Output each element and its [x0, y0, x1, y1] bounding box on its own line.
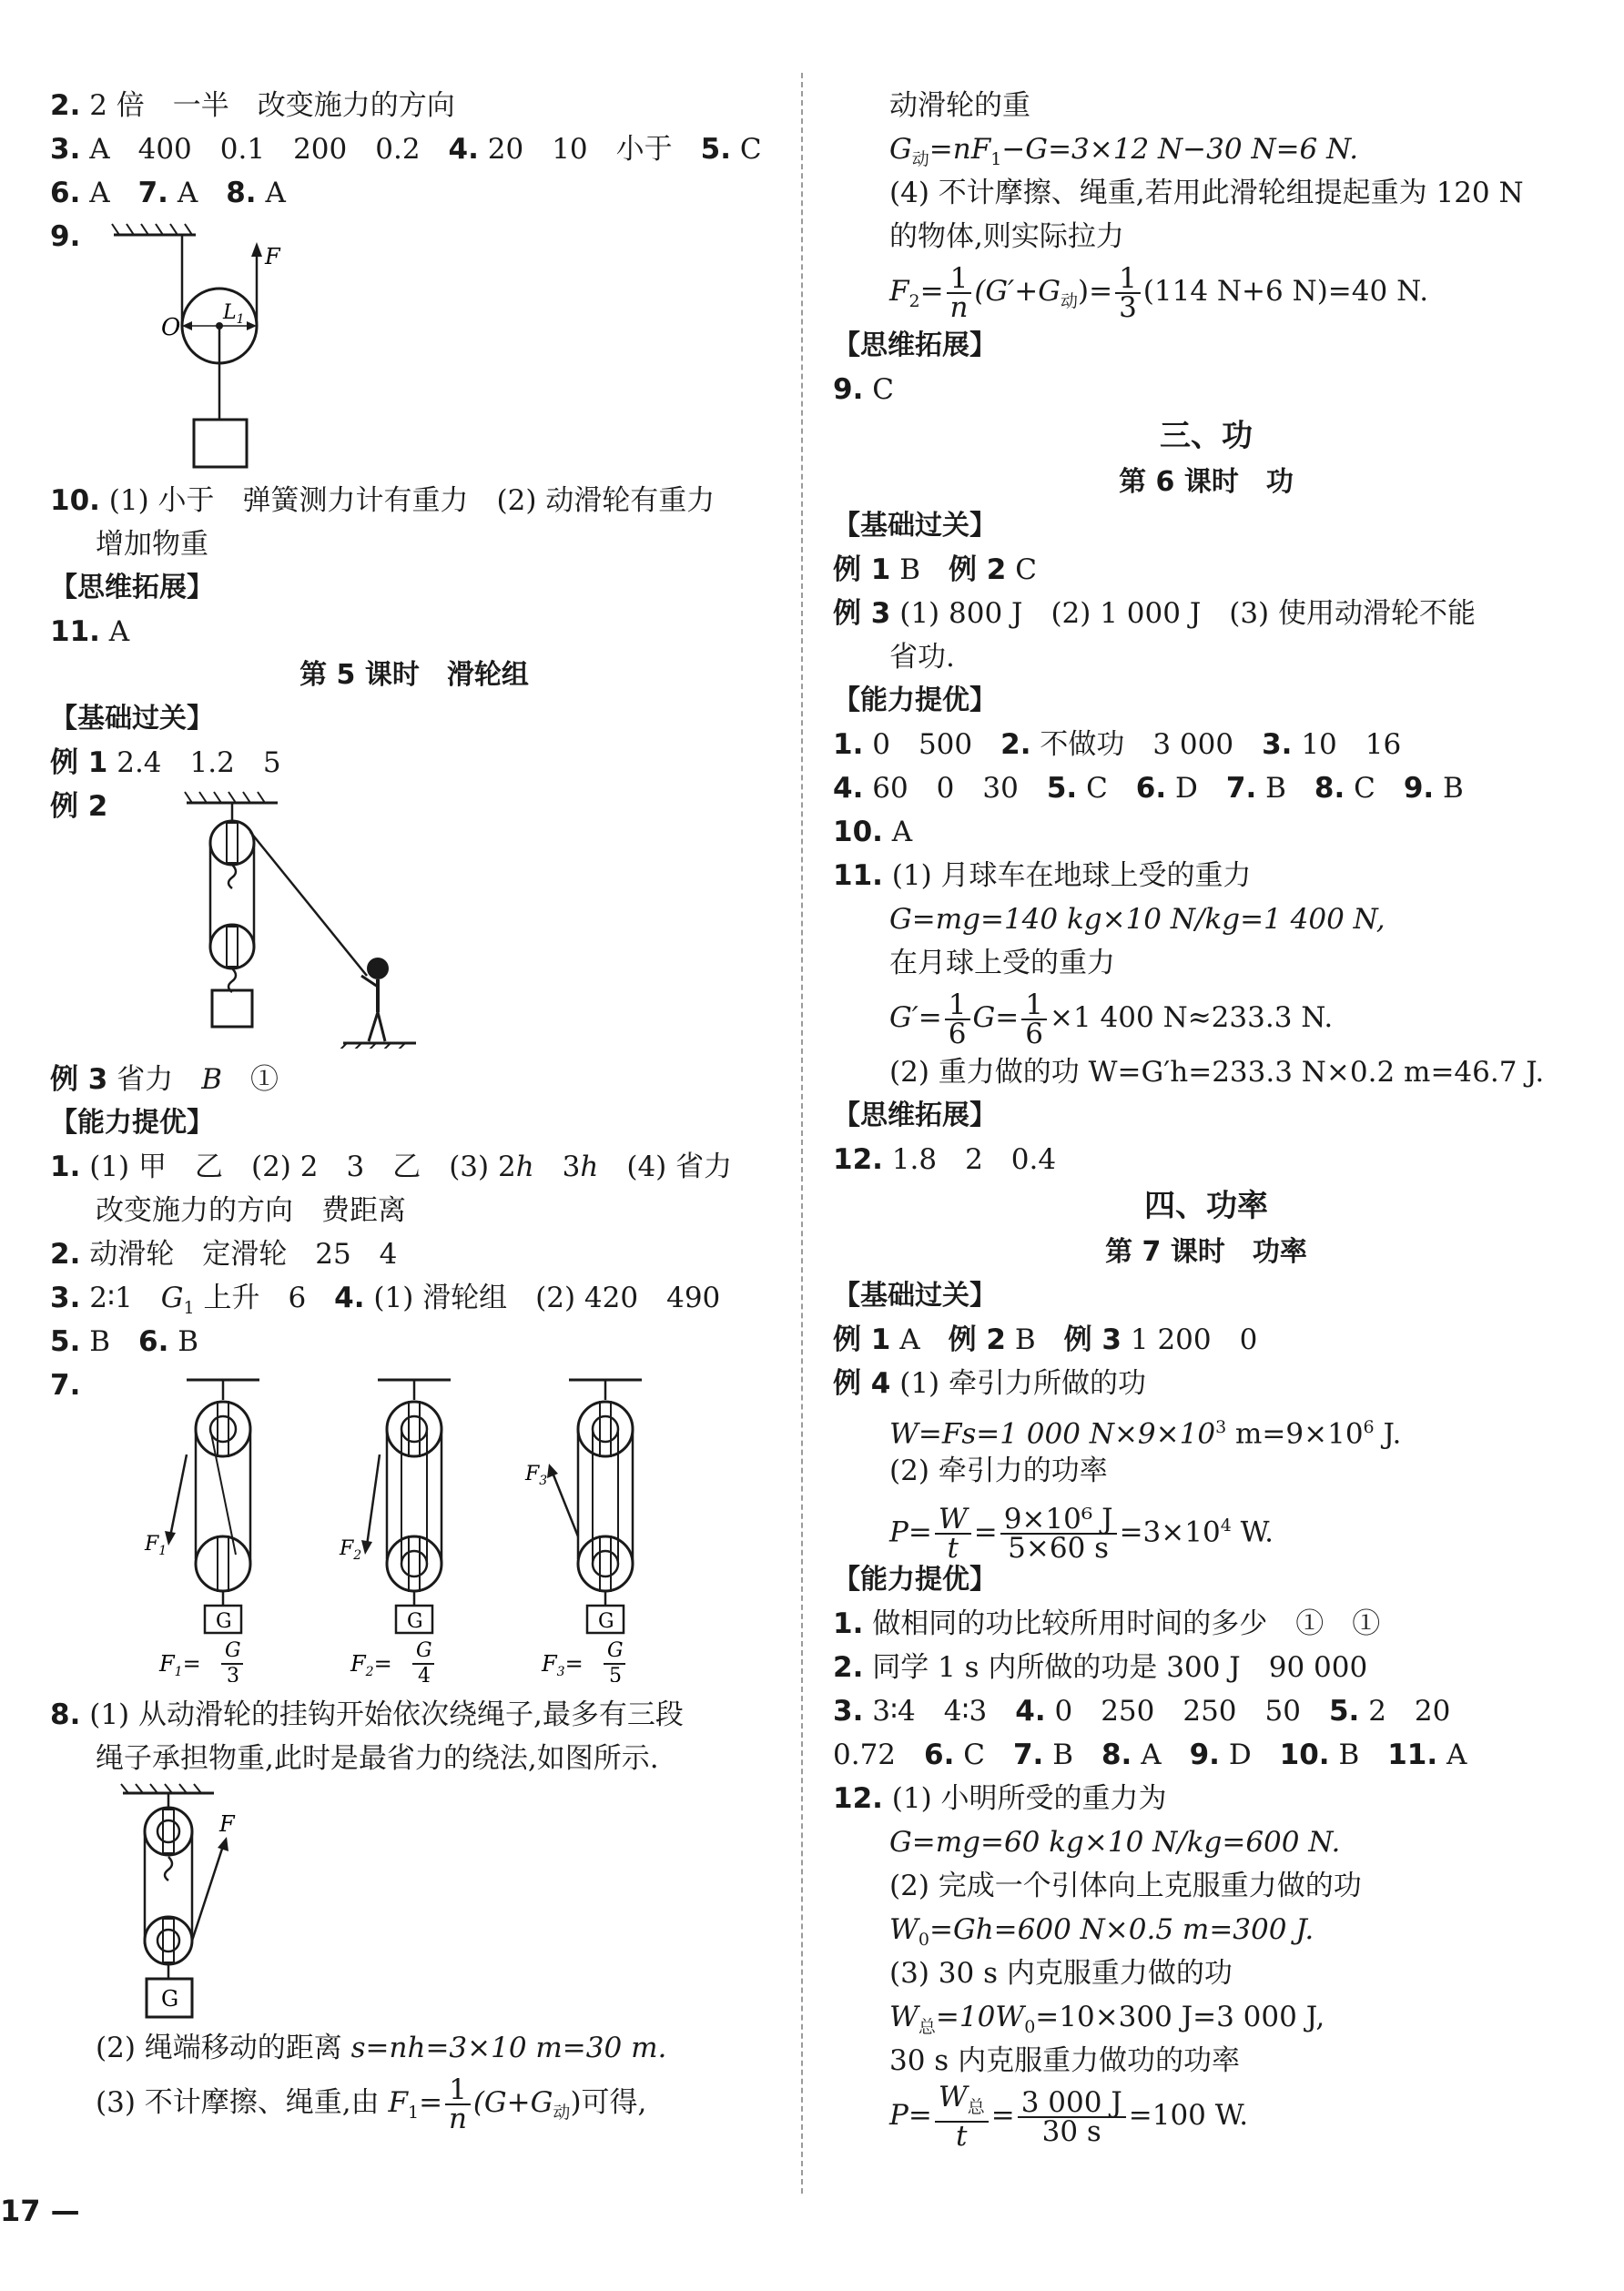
- r-line-4: 的物体,则实际拉力: [889, 220, 1124, 253]
- question-5-6: 5. B 6. B: [50, 1325, 198, 1358]
- r-m-answer-12-l3: (2) 完成一个引体向上克服重力做的功: [889, 1870, 1362, 1902]
- r-m-answer-3-5: 3. 3∶4 4∶3 4. 0 250 250 50 5. 2 20: [833, 1695, 1451, 1728]
- question-1-cont: 改变施力的方向 费距离: [96, 1194, 406, 1227]
- answer-10-cont: 增加物重: [96, 528, 208, 561]
- r-m-answer-2: 2. 同学 1 s 内所做的功是 300 J 90 000: [833, 1651, 1368, 1684]
- example-2: 例 2: [50, 785, 778, 1049]
- r-answer-11-l2: G=mg=140 kg×10 N/kg=1 400 N,: [889, 903, 1385, 936]
- question-8-cont: 绳子承担物重,此时是最省力的绕法,如图所示.: [96, 1742, 659, 1775]
- weight-label-2: G: [407, 1610, 423, 1633]
- r-m-answer-12-l4: $W_0=Gh=600$ N×0.5 m=300 J.: [889, 1913, 1314, 1951]
- heading-nengli: 【能力提优】: [50, 1107, 214, 1139]
- r-m-answer-12-l6: $W_总=10W_0=10\times 300$ J=3 000 J,: [889, 2001, 1325, 2038]
- force-label-2: $F_2$: [340, 1537, 362, 1563]
- r-example-3-cont: 省功.: [889, 641, 955, 674]
- formula-2-num: G: [416, 1639, 432, 1662]
- r-m-answer-12-l8: P= $W_总$ t = $\frac{3 000 J}{30 s}$ =100 W.: [889, 2080, 1249, 2154]
- r-answer-1-3: 1. 0 500 2. 不做功 3 000 3. 10 16: [833, 728, 1402, 761]
- lesson-6-title: 第 6 课时 功: [1119, 466, 1294, 498]
- heading-jichu-2: 【基础过关】: [833, 510, 997, 542]
- question-8: 8. (1) 从动滑轮的挂钩开始依次绕绳子,最多有三段: [50, 1698, 684, 1731]
- r-line-5: $F_2=$ $\frac{1}{n}$ $(G'+G_动)=$ $\frac{1}{3}$ (114 N+6 N)=40 N.: [889, 261, 1429, 324]
- label-l1: $L_1$: [223, 301, 245, 327]
- heading-nengli-2: 【能力提优】: [833, 684, 997, 716]
- label-f: F: [265, 244, 280, 269]
- question-8-figure: [50, 1780, 778, 2026]
- pulley-block-diagram: [86, 1780, 269, 2026]
- example-3: 例 3 省力 B ①: [50, 1063, 279, 1096]
- weight-label-3: G: [598, 1610, 614, 1633]
- formula-3-den: 5: [609, 1665, 622, 1682]
- heading-siwei-3: 【思维拓展】: [833, 1100, 997, 1131]
- section-3-title: 三、功: [1160, 418, 1253, 454]
- answer-9: 9. O $L_1$ F: [50, 215, 778, 479]
- r-m-answer-12-l7: 30 s 内克服重力做功的功率: [889, 2044, 1241, 2077]
- answer-10: 10. (1) 小于 弹簧测力计有重力 (2) 动滑轮有重力: [50, 484, 716, 517]
- force-label-3: $F_3$: [525, 1463, 548, 1488]
- formula-3-num: G: [607, 1639, 624, 1662]
- heading-siwei: 【思维拓展】: [50, 572, 214, 603]
- answer-6-8: 6. A 7. A 8. A: [50, 177, 286, 209]
- r-example-4: 例 4 (1) 牵引力所做的功: [833, 1367, 1146, 1400]
- r-example-4-l4: P= $\frac{W}{t}$ = $\frac{\text{9×10⁶ J}}{5\times 60 s}$ $=3\times 10^4$ W.: [889, 1502, 1274, 1565]
- formula-1-den: 3: [227, 1665, 239, 1682]
- example-1: 例 1 2.4 1.2 5: [50, 746, 281, 779]
- right-column: [833, 84, 1579, 2154]
- pulley-person-diagram: [132, 785, 423, 1049]
- r-m-answer-1: 1. 做相同的功比较所用时间的多少 ① ①: [833, 1607, 1381, 1640]
- pulley-systems-diagram: [132, 1363, 787, 1682]
- answer-11: 11. A: [50, 615, 130, 648]
- r-example-4-l2: W=Fs=1 000 $N\times 9\times 10^3$ $m=9\times 10^6$ J.: [889, 1417, 1402, 1451]
- heading-nengli-3: 【能力提优】: [833, 1564, 997, 1596]
- lesson-7-title: 第 7 课时 功率: [1105, 1236, 1307, 1268]
- question-8-part2: (2) 绳端移动的距离 s=nh=3×10 m=30 m.: [96, 2032, 667, 2064]
- force-label-f: F: [219, 1811, 235, 1837]
- r-line-3: (4) 不计摩擦、绳重,若用此滑轮组提起重为 120 N: [889, 177, 1524, 209]
- r-line-1: 动滑轮的重: [889, 89, 1030, 122]
- lesson-5-title: 第 5 课时 滑轮组: [299, 659, 529, 691]
- r-answer-10: 10. A: [833, 816, 913, 848]
- r-example-3: 例 3 (1) 800 J (2) 1 000 J (3) 使用动滑轮不能: [833, 597, 1477, 630]
- heading-jichu-3: 【基础过关】: [833, 1280, 997, 1312]
- question-1: 1. (1) 甲 乙 (2) 2 3 乙 (3) 2h 3h (4) 省力: [50, 1151, 733, 1183]
- formula-2: $F_2=$: [350, 1651, 392, 1679]
- r-answer-11-l3: 在月球上受的重力: [889, 947, 1115, 979]
- r-m-answer-12-l2: G=mg=60 kg×10 N/kg=600 N.: [889, 1826, 1341, 1859]
- formula-1-num: G: [225, 1639, 241, 1662]
- weight-label-1: G: [216, 1610, 232, 1633]
- r-answer-11-l5: (2) 重力做的功 W=G′h=233.3 N×0.2 m=46.7 J.: [889, 1056, 1545, 1089]
- left-column: [50, 84, 778, 2135]
- r-answer-11-l4: G′= $\frac{1}{6}$ G= $\frac{1}{6}$ ×1 400 N≈233.3 N.: [889, 988, 1334, 1050]
- heading-siwei-2: 【思维拓展】: [833, 329, 997, 361]
- label-o: O: [161, 314, 181, 341]
- column-divider: [801, 73, 803, 2194]
- r-m-answer-12: 12. (1) 小明所受的重力为: [833, 1782, 1167, 1815]
- answer-3-5: 3. A 400 0.1 200 0.2 4. 20 10 小于 5. C: [50, 133, 762, 166]
- question-8-part3: (3) 不计摩擦、绳重,由 $F_1=$ $\frac{1}{n}$ $(G+G_动)$可得,: [96, 2073, 647, 2135]
- r-answer-12: 12. 1.8 2 0.4: [833, 1143, 1057, 1176]
- r-example-1-3: 例 1 A 例 2 B 例 3 1 200 0: [833, 1323, 1258, 1356]
- force-label-1: $F_1$: [145, 1533, 167, 1558]
- r-line-2: $G_动=nF_1-G=3\times 12$ N−30 N=6 N.: [889, 133, 1359, 170]
- pulley-system-3: [524, 1380, 642, 1682]
- formula-2-den: 4: [418, 1665, 431, 1682]
- weight-block: [194, 420, 247, 467]
- r-answer-9: 9. C: [833, 373, 894, 406]
- question-2: 2. 动滑轮 定滑轮 25 4: [50, 1238, 398, 1271]
- r-answer-4-9: 4. 60 0 30 5. C 6. D 7. B 8. C 9. B: [833, 772, 1464, 805]
- r-example-1-2: 例 1 B 例 2 C: [833, 553, 1037, 586]
- weight-label-g: G: [161, 1986, 179, 2012]
- r-answer-11: 11. (1) 月球车在地球上受的重力: [833, 859, 1252, 892]
- section-4-title: 四、功率: [1144, 1188, 1268, 1224]
- formula-1: $F_1=$: [159, 1651, 201, 1679]
- r-m-answer-6-11: 0.72 6. C 7. B 8. A 9. D 10. B 11. A: [833, 1739, 1467, 1771]
- page-number: 17 —: [0, 2194, 80, 2228]
- heading-jichu: 【基础过关】: [50, 703, 214, 735]
- answer-2: 2. 2 倍 一半 改变施力的方向: [50, 89, 455, 122]
- question-3-4: 3. 2∶1 $G_1$ 上升 6 4. (1) 滑轮组 (2) 420 490: [50, 1282, 721, 1319]
- pulley-system-2: [339, 1380, 451, 1682]
- question-7: 7. G $F_1$ $F_1=$ G 3 G $F_2$ $F_2=$ G 4 G $F_3$ $F_3=$ G 5: [50, 1363, 778, 1682]
- formula-3: $F_3=$: [542, 1651, 584, 1679]
- r-example-4-l3: (2) 牵引力的功率: [889, 1455, 1108, 1487]
- pulley-system-1: [144, 1380, 259, 1682]
- pulley-lever-diagram: [86, 215, 305, 470]
- r-m-answer-12-l5: (3) 30 s 内克服重力做的功: [889, 1957, 1233, 1990]
